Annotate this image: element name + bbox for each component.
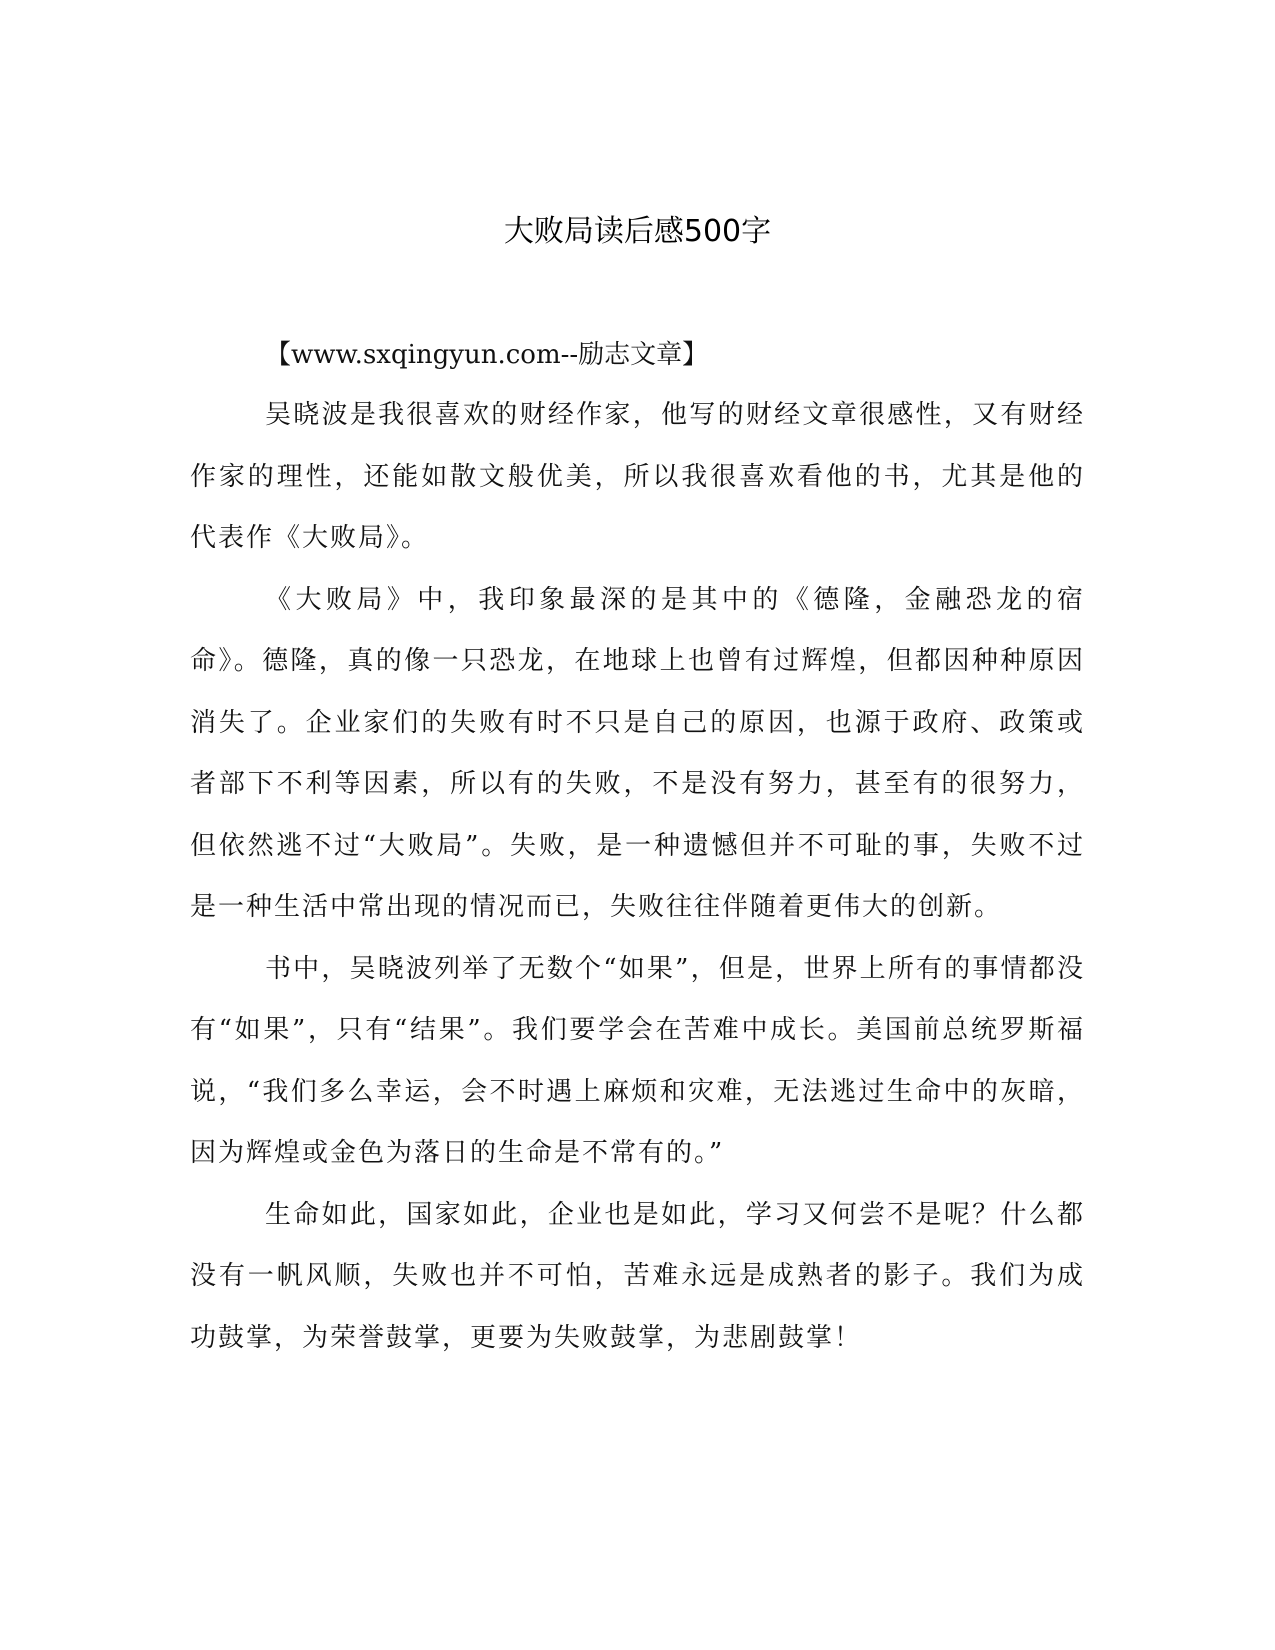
paragraph-4: 生命如此，国家如此，企业也是如此，学习又何尝不是呢？什么都没有一帆风顺，失败也并不可怕，苦难永远是成熟者的影子。我们为成功鼓掌，为荣誉鼓掌，更要为失败鼓掌，为悲剧鼓掌！ — [190, 1199, 1085, 1353]
paragraph-3: 书中，吴晓波列举了无数个“如果”，但是，世界上所有的事情都没有“如果”，只有“结果”。我们要学会在苦难中成长。美国前总统罗斯福说，“我们多么幸运，会不时遇上麻烦和灾难，无法逃过生命中的灰暗，因为辉煌或金色为落日的生命是不常有的。” — [190, 953, 1085, 1168]
paragraph-1: 吴晓波是我很喜欢的财经作家，他写的财经文章很感性，又有财经作家的理性，还能如散文般优美，所以我很喜欢看他的书，尤其是他的代表作《大败局》。 — [190, 400, 1085, 553]
source-line: 【www.sxqingyun.com--励志文章】 — [265, 340, 709, 370]
document-body — [190, 325, 1085, 1369]
document-title: 大败局读后感500字 — [503, 214, 772, 249]
paragraph-2: 《大败局》中，我印象最深的是其中的《德隆，金融恐龙的宿命》。德隆，真的像一只恐龙，在地球上也曾有过辉煌，但都因种种原因消失了。企业家们的失败有时不只是自己的原因，也源于政府、政策或者部下不利等因素，所以有的失败，不是没有努力，甚至有的很努力，但依然逃不过“大败局”。失败，是一种遗憾但并不可耻的事，失败不过是一种生活中常出现的情况而已，失败往往伴随着更伟大的创新。 — [190, 584, 1085, 922]
